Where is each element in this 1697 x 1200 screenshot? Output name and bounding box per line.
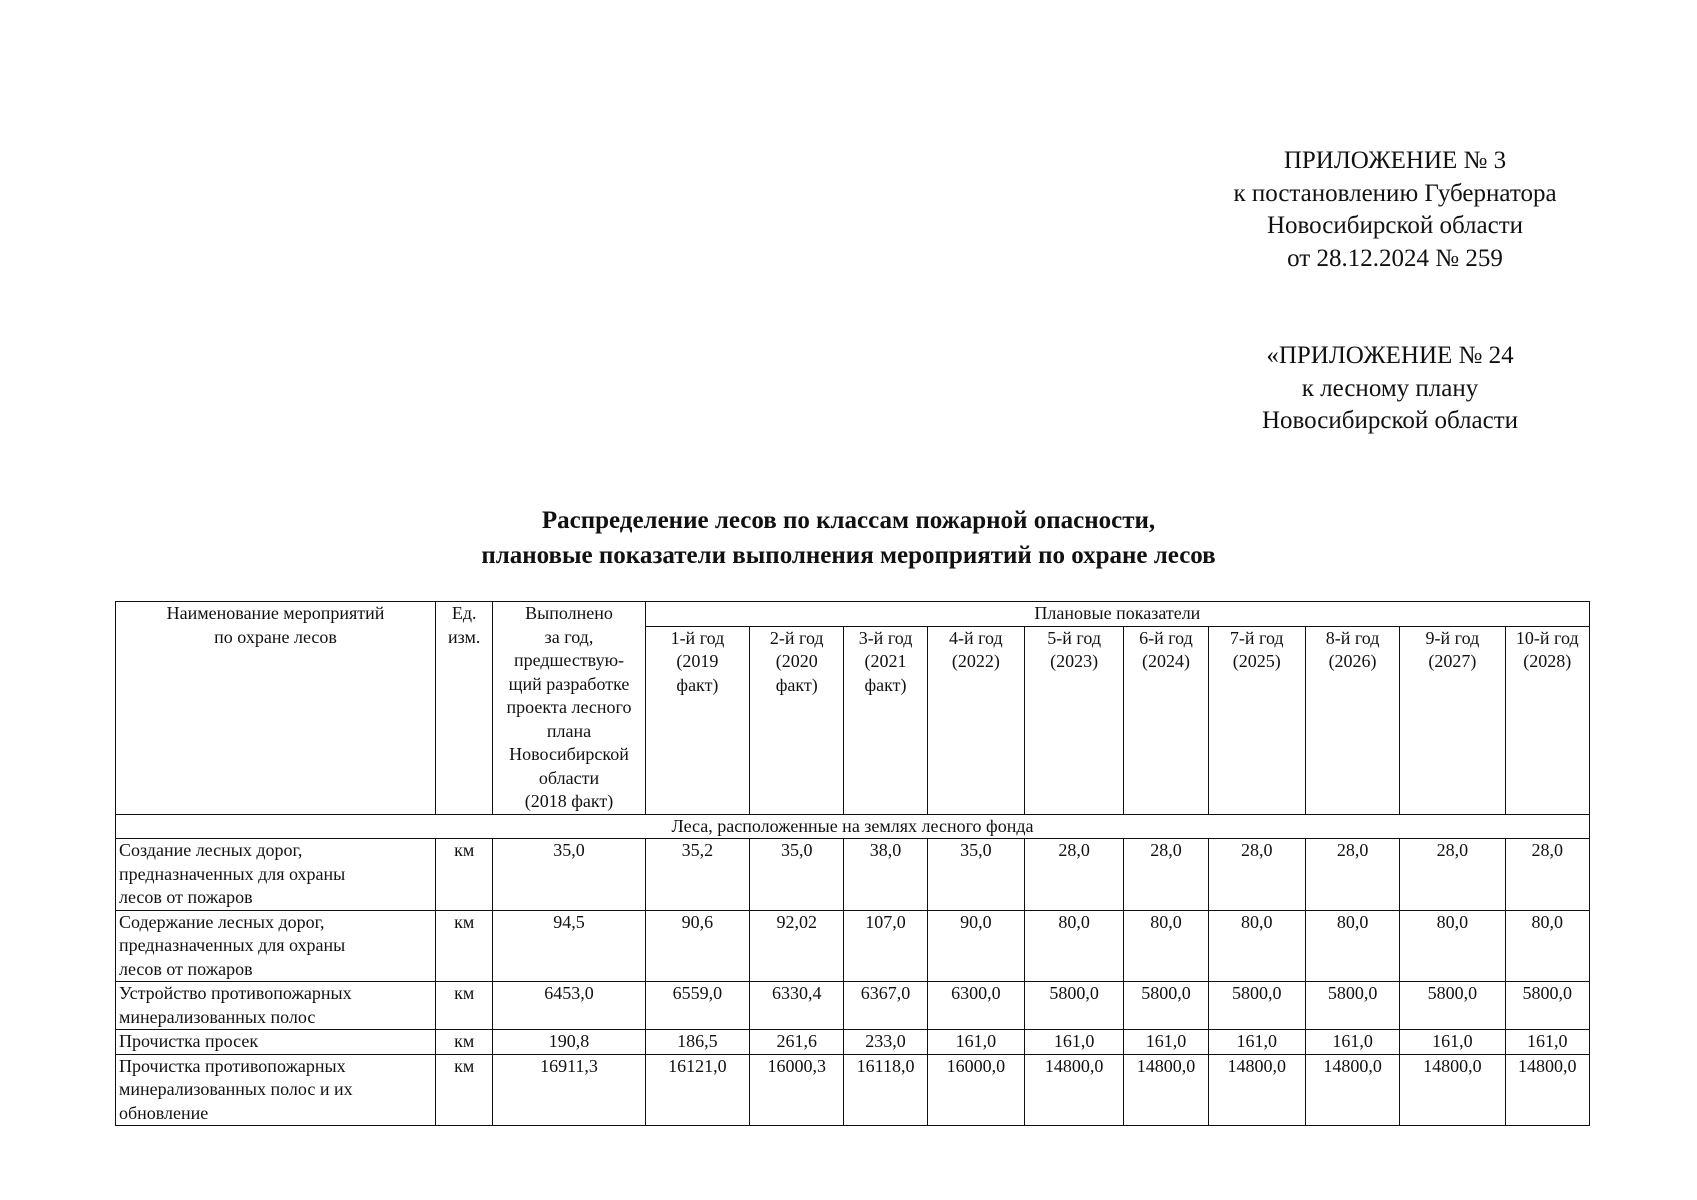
row-value-cell: 186,5 — [645, 1030, 749, 1055]
appendix-3-line: к постановлению Губернатора — [1233, 179, 1557, 207]
table-row — [116, 1054, 1590, 1126]
row-value-cell: 161,0 — [1505, 1030, 1589, 1055]
row-value-cell: 80,0 — [1305, 910, 1399, 982]
header-year-line: (2028) — [1523, 651, 1572, 671]
row-done-cell: 35,0 — [493, 839, 646, 911]
row-name-line: лесов от пожаров — [119, 958, 253, 979]
section-row: Леса, расположенные на землях лесного фонда — [116, 814, 1590, 839]
document-title-line: Распределение лесов по классам пожарной опасности, — [541, 507, 1156, 534]
table-row — [116, 982, 1590, 1030]
row-value-cell: 92,02 — [750, 910, 844, 982]
header-year-cell — [1024, 626, 1123, 814]
appendix-24-line: Новосибирской области — [1261, 407, 1519, 434]
row-value-cell: 80,0 — [1400, 910, 1505, 982]
header-year-line: 9-й год — [1425, 627, 1480, 648]
row-value-cell: 14800,0 — [1024, 1054, 1123, 1126]
row-value-cell: 28,0 — [1305, 839, 1399, 911]
row-unit-cell: км — [436, 839, 493, 911]
row-value-cell: 28,0 — [1505, 839, 1589, 911]
appendix-24-block — [1180, 340, 1600, 438]
document-title — [0, 503, 1697, 573]
row-value-cell: 80,0 — [1505, 910, 1589, 982]
row-done-cell: 190,8 — [493, 1030, 646, 1055]
row-value-cell: 16000,0 — [927, 1054, 1024, 1126]
header-year-line: (2022) — [951, 651, 1000, 671]
header-year-cell — [1208, 626, 1305, 814]
header-year-line: (2027) — [1428, 651, 1477, 671]
header-year-line: (2026) — [1328, 651, 1377, 671]
appendix-3-line: от 28.12.2024 № 259 — [1287, 244, 1503, 272]
row-unit-cell: км — [436, 910, 493, 982]
header-unit-line: Ед. — [451, 603, 477, 623]
row-value-cell: 6367,0 — [844, 982, 927, 1030]
header-name-line: по охране лесов — [214, 626, 337, 647]
table-row — [116, 1030, 1590, 1055]
row-value-cell: 5800,0 — [1505, 982, 1589, 1030]
appendix-3-block — [1170, 145, 1620, 275]
header-done-line: области — [538, 767, 600, 788]
row-value-cell: 6300,0 — [927, 982, 1024, 1030]
header-year-cell — [1124, 626, 1208, 814]
header-year-cell — [1400, 626, 1505, 814]
header-year-line: (2025) — [1232, 651, 1281, 671]
header-year-cell — [750, 626, 844, 814]
row-name-line: обновление — [119, 1102, 209, 1123]
row-value-cell: 90,6 — [645, 910, 749, 982]
row-value-cell: 161,0 — [1024, 1030, 1123, 1055]
row-value-cell: 14800,0 — [1208, 1054, 1305, 1126]
appendix-24-line: к лесному плану — [1301, 374, 1479, 402]
row-unit-cell: км — [436, 982, 493, 1030]
row-value-cell: 80,0 — [1024, 910, 1123, 982]
header-name-cell — [116, 602, 436, 815]
row-name-line: предназначенных для охраны — [119, 863, 346, 884]
row-name-line: минерализованных полос и их — [119, 1079, 353, 1099]
row-value-cell: 5800,0 — [1305, 982, 1399, 1030]
header-year-line: (2019 — [676, 651, 719, 671]
row-value-cell: 5800,0 — [1208, 982, 1305, 1030]
row-value-cell: 90,0 — [927, 910, 1024, 982]
row-name-line: предназначенных для охраны — [119, 935, 346, 955]
row-unit-cell: км — [436, 1030, 493, 1055]
row-name-line: Устройство противопожарных — [119, 983, 352, 1003]
row-value-cell: 6559,0 — [645, 982, 749, 1030]
row-value-cell: 5800,0 — [1400, 982, 1505, 1030]
appendix-3-line: Новосибирской области — [1266, 212, 1524, 239]
row-value-cell: 161,0 — [1305, 1030, 1399, 1055]
header-year-line: (2024) — [1141, 651, 1190, 671]
header-done-line: предшествую- — [513, 650, 625, 670]
row-value-cell: 233,0 — [844, 1030, 927, 1055]
row-value-cell: 35,0 — [927, 839, 1024, 911]
row-value-cell: 14800,0 — [1305, 1054, 1399, 1126]
row-name-cell — [116, 1030, 436, 1055]
row-value-cell: 16118,0 — [844, 1054, 927, 1126]
row-value-cell: 28,0 — [1024, 839, 1123, 911]
appendix-24-line: «ПРИЛОЖЕНИЕ № 24 — [1266, 342, 1514, 369]
header-done-line: плана — [546, 720, 592, 741]
header-year-line: (2020 — [775, 651, 818, 671]
header-done-line: Выполнено — [525, 603, 613, 623]
header-year-cell — [645, 626, 749, 814]
header-year-line: 3-й год — [858, 627, 913, 648]
row-name-line: Содержание лесных дорог, — [119, 911, 325, 932]
header-year-cell — [1505, 626, 1589, 814]
row-name-cell — [116, 839, 436, 911]
table-row — [116, 839, 1590, 911]
table-row — [116, 910, 1590, 982]
header-done-line: проекта лесного — [506, 697, 632, 717]
header-year-line: 4-й год — [948, 627, 1003, 648]
header-year-line: факт) — [775, 674, 818, 695]
row-name-line: Прочистка просек — [119, 1031, 259, 1051]
header-done-line: Новосибирской — [509, 744, 629, 764]
row-name-line: минерализованных полос — [119, 1006, 316, 1027]
row-name-line: Создание лесных дорог, — [119, 840, 303, 860]
row-name-cell — [116, 1054, 436, 1126]
header-year-line: 6-й год — [1139, 627, 1193, 648]
row-done-cell: 6453,0 — [493, 982, 646, 1030]
row-value-cell: 80,0 — [1208, 910, 1305, 982]
fire-protection-table — [115, 601, 1590, 1126]
row-value-cell: 38,0 — [844, 839, 927, 911]
row-name-line: Прочистка противопожарных — [119, 1055, 346, 1076]
row-value-cell: 28,0 — [1208, 839, 1305, 911]
header-year-line: факт) — [864, 674, 907, 695]
header-name-line: Наименование мероприятий — [166, 603, 385, 623]
header-year-cell — [927, 626, 1024, 814]
row-value-cell: 261,6 — [750, 1030, 844, 1055]
row-value-cell: 14800,0 — [1400, 1054, 1505, 1126]
header-year-line: факт) — [676, 674, 719, 695]
row-name-cell — [116, 982, 436, 1030]
header-year-line: 7-й год — [1229, 627, 1284, 648]
header-done-line: щий разработке — [508, 673, 630, 694]
row-value-cell: 6330,4 — [750, 982, 844, 1030]
row-value-cell: 14800,0 — [1124, 1054, 1208, 1126]
header-done-cell — [493, 602, 646, 815]
appendix-3-line: ПРИЛОЖЕНИЕ № 3 — [1283, 147, 1507, 174]
header-unit-line: изм. — [447, 626, 481, 647]
row-value-cell: 35,2 — [645, 839, 749, 911]
header-unit-cell — [436, 602, 493, 815]
row-value-cell: 28,0 — [1124, 839, 1208, 911]
row-value-cell: 14800,0 — [1505, 1054, 1589, 1126]
row-name-cell — [116, 910, 436, 982]
row-value-cell: 5800,0 — [1024, 982, 1123, 1030]
row-value-cell: 161,0 — [927, 1030, 1024, 1055]
header-year-line: 10-й год — [1515, 627, 1579, 648]
header-planned-cell: Плановые показатели — [645, 602, 1589, 627]
header-year-cell — [844, 626, 927, 814]
row-value-cell: 16000,3 — [750, 1054, 844, 1126]
row-value-cell: 5800,0 — [1124, 982, 1208, 1030]
row-value-cell: 161,0 — [1124, 1030, 1208, 1055]
header-year-line: (2021 — [864, 651, 907, 671]
header-year-line: (2023) — [1050, 651, 1099, 671]
row-value-cell: 16121,0 — [645, 1054, 749, 1126]
header-done-line: за год, — [544, 626, 594, 647]
row-unit-cell: км — [436, 1054, 493, 1126]
row-name-line: лесов от пожаров — [119, 887, 253, 907]
header-year-line: 2-й год — [769, 627, 824, 648]
row-done-cell: 16911,3 — [493, 1054, 646, 1126]
document-title-line: плановые показатели выполнения мероприятий по охране лесов — [481, 542, 1216, 569]
header-year-line: 1-й год — [670, 627, 725, 648]
header-done-line: (2018 факт) — [524, 791, 614, 811]
row-done-cell: 94,5 — [493, 910, 646, 982]
row-value-cell: 28,0 — [1400, 839, 1505, 911]
row-value-cell: 107,0 — [844, 910, 927, 982]
row-value-cell: 161,0 — [1208, 1030, 1305, 1055]
row-value-cell: 80,0 — [1124, 910, 1208, 982]
header-year-line: 8-й год — [1325, 627, 1380, 648]
row-value-cell: 35,0 — [750, 839, 844, 911]
header-year-cell — [1305, 626, 1399, 814]
header-year-line: 5-й год — [1047, 627, 1101, 648]
row-value-cell: 161,0 — [1400, 1030, 1505, 1055]
